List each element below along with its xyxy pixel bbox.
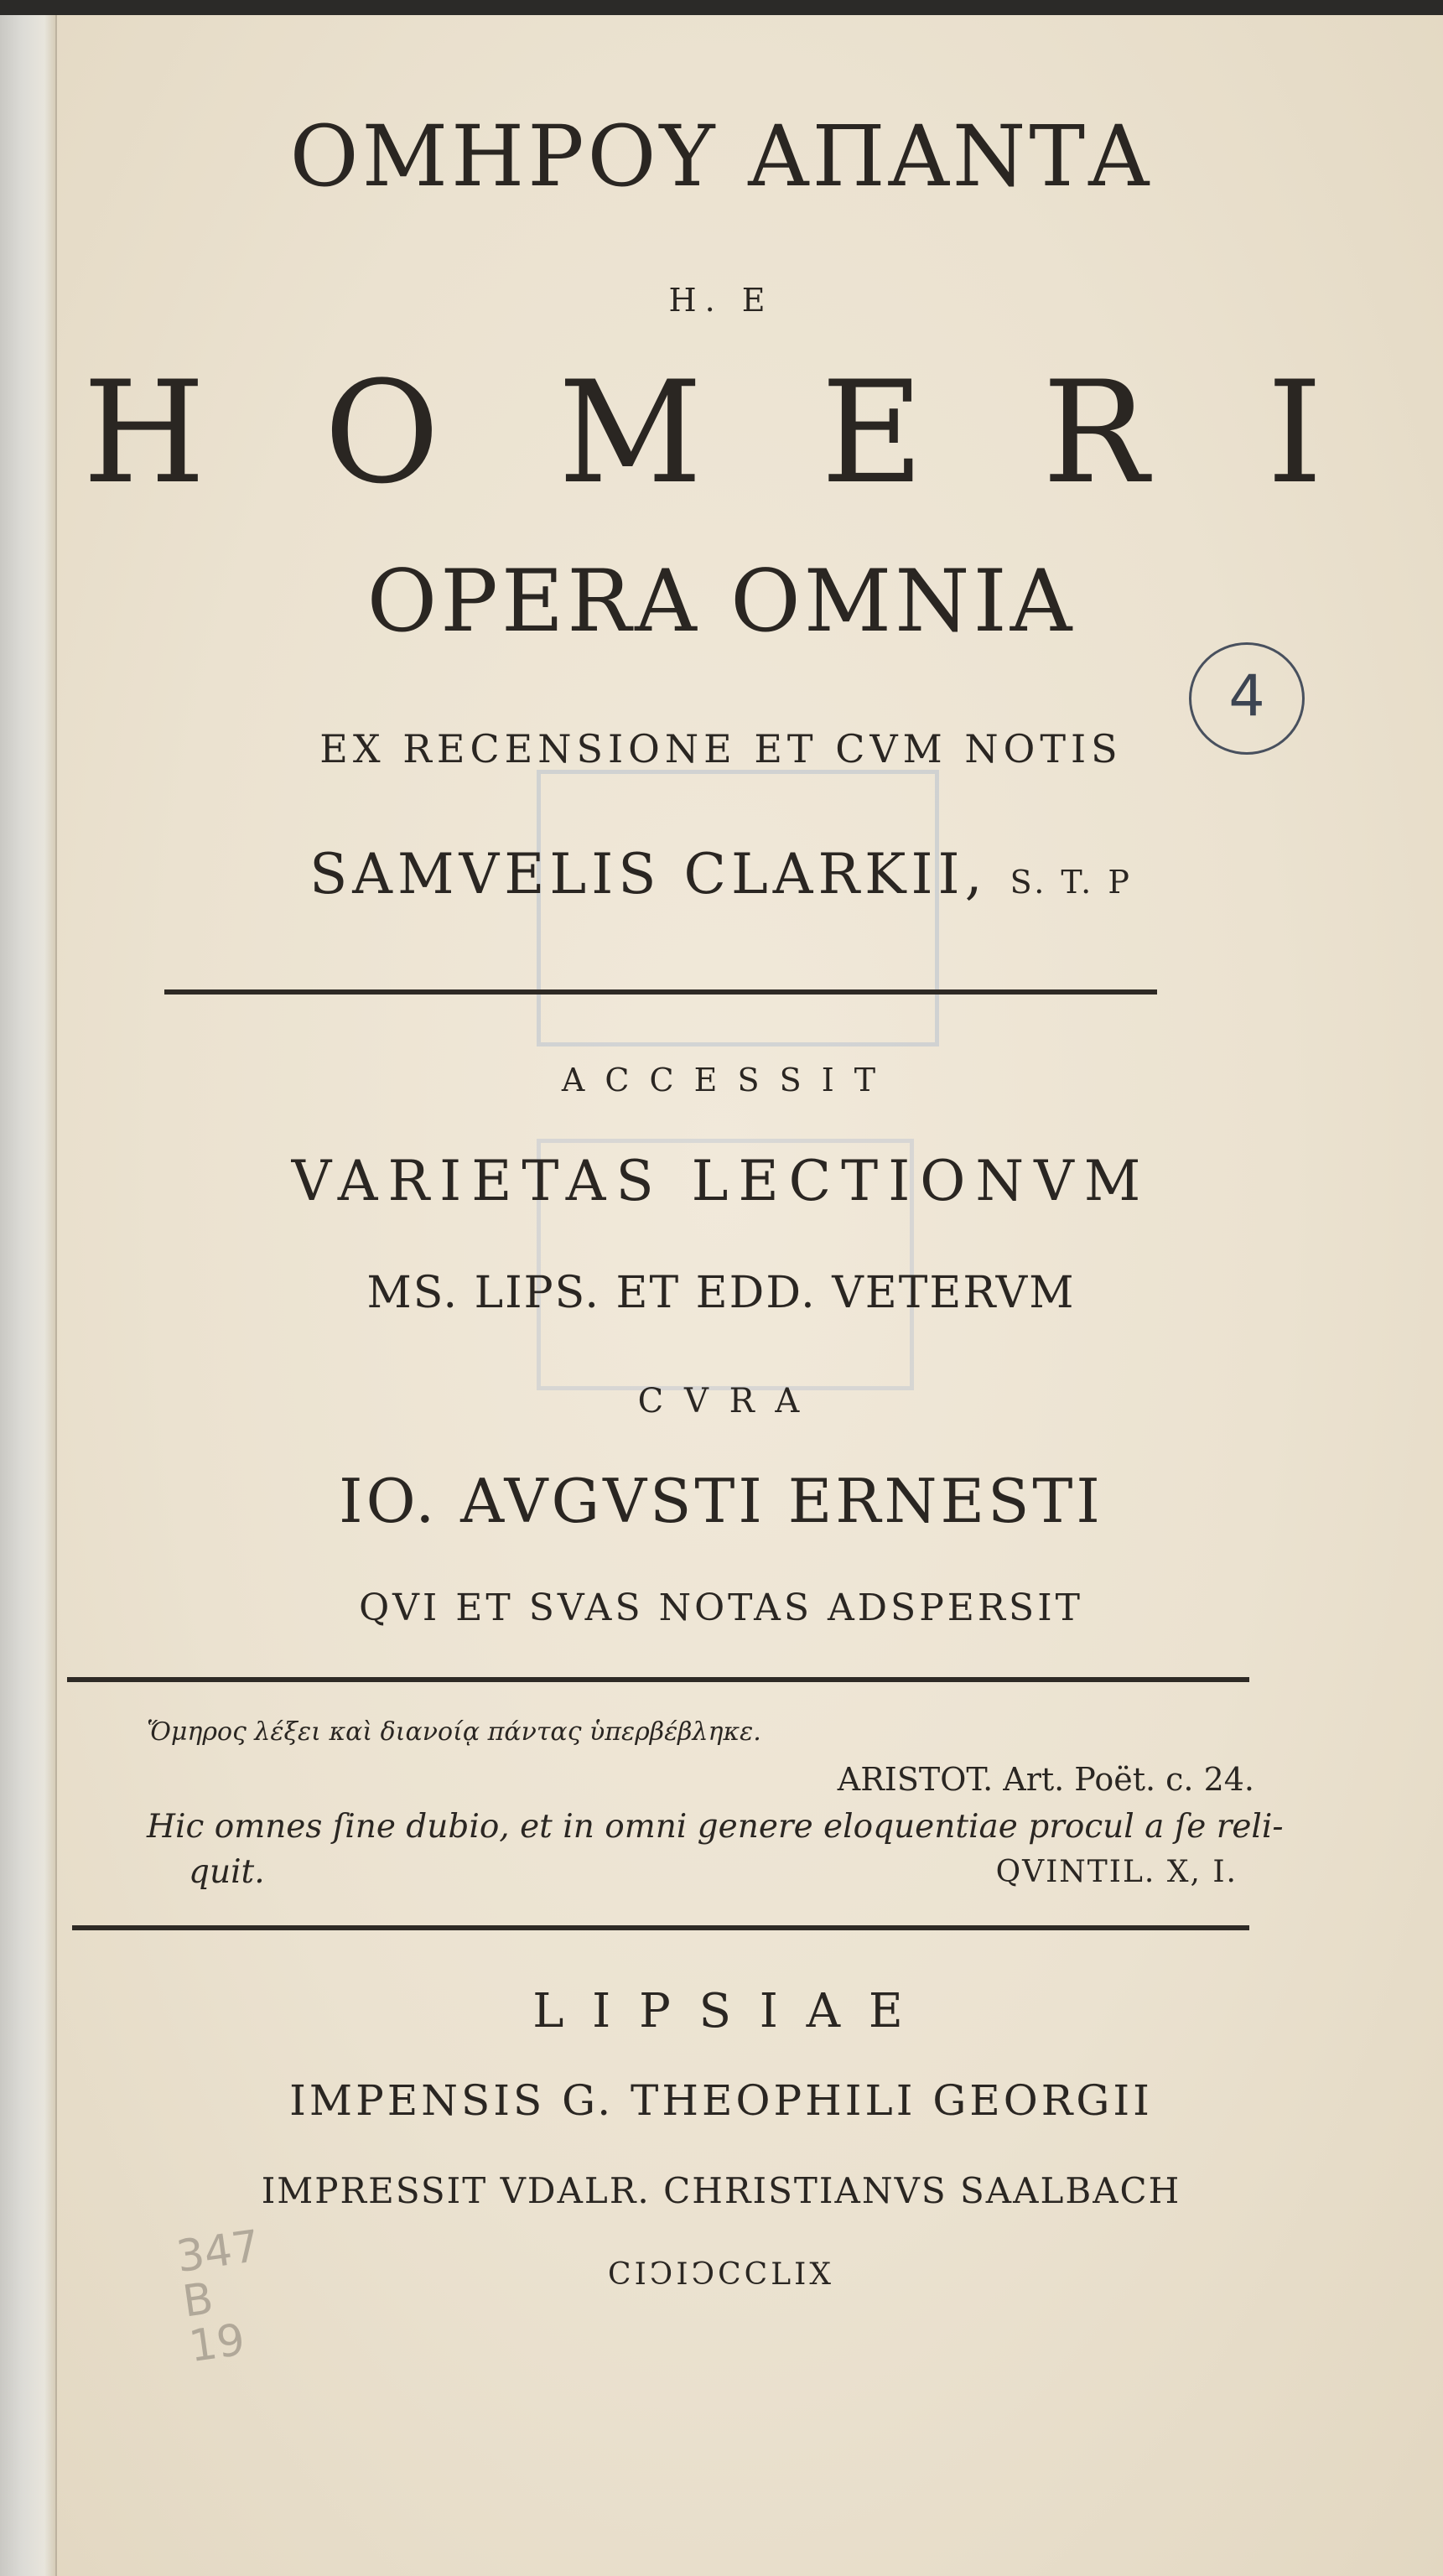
manuscripts-line: MS. LIPS. ET EDD. VETERVM xyxy=(366,1268,1076,1318)
main-title: H O M E R I xyxy=(82,351,1360,515)
subtitle: OPERA OMNIA xyxy=(366,552,1076,652)
imprint-city: L I P S I A E xyxy=(532,1984,910,2038)
imprint-printer: IMPRESSIT VDALR. CHRISTIANVS SAALBACH xyxy=(261,2170,1181,2211)
pencil-annotation xyxy=(173,2220,275,2373)
library-stamp xyxy=(537,770,939,1046)
connector-line: H. E xyxy=(668,282,774,319)
cura-line: C V R A xyxy=(637,1382,805,1420)
greek-title: ΟΜΗΡΟΥ ΑΠΑΝΤΑ xyxy=(289,107,1153,205)
pencil-line: B xyxy=(179,2273,216,2328)
title-page xyxy=(0,15,1443,2576)
editor-line xyxy=(50,842,1392,906)
divider-rule xyxy=(67,1677,1249,1682)
divider-rule xyxy=(72,1925,1249,1930)
pencil-line: 19 xyxy=(185,2314,248,2373)
shelfmark-annotation: 4 xyxy=(1189,642,1305,755)
latin-citation: QVINTIL. X, I. xyxy=(995,1855,1238,1889)
accessit-line: A C C E S S I T xyxy=(561,1062,881,1098)
divider-rule xyxy=(164,989,1157,995)
latin-epigraph-line-1: Hic omnes ſine dubio, et in omni genere eloquentiae procul a ſe reli- xyxy=(147,1808,1284,1846)
imprint-publisher: IMPENSIS G. THEOPHILI GEORGII xyxy=(289,2076,1153,2125)
varietas-line: VARIETAS LECTIONVM xyxy=(291,1149,1151,1213)
editor-degree: S. T. P xyxy=(1010,864,1133,901)
editor-name: SAMVELIS CLARKII, xyxy=(309,842,988,906)
greek-epigraph: Ὅμηρος λέξει καὶ διανοίᾳ πάντας ὑπερβέβληκε. xyxy=(147,1717,761,1747)
greek-citation: ARISTOT. Art. Poët. c. 24. xyxy=(837,1761,1254,1798)
imprint-year: CIↃIↃCCLIX xyxy=(608,2257,834,2292)
latin-epigraph-line-2: quit. xyxy=(189,1853,265,1891)
pencil-line: 347 xyxy=(173,2220,263,2283)
recension-line: EX RECENSIONE ET CVM NOTIS xyxy=(319,726,1123,771)
second-editor-line: IO. AVGVSTI ERNESTI xyxy=(339,1466,1103,1536)
notes-line: QVI ET SVAS NOTAS ADSPERSIT xyxy=(359,1587,1083,1629)
binding-gutter xyxy=(0,15,57,2576)
